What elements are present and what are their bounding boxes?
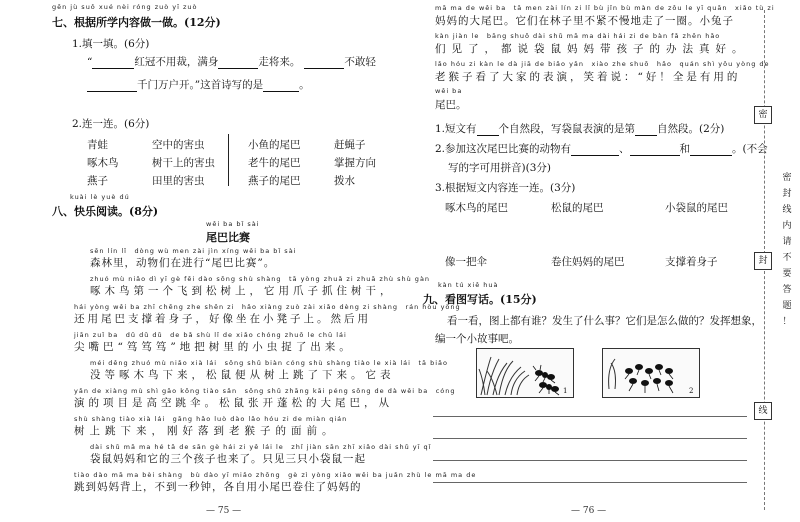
q2-label: 2.连一连。(6分) xyxy=(72,118,150,130)
q-text: 和 xyxy=(679,143,691,155)
passage-pinyin: dài shǔ mā ma hé tā de sān gè hái zi yě lái le zhǐ jiàn sān zhī xiǎo dài shǔ yī qǐ xyxy=(90,443,432,451)
q1-label: 1.填一填。(6分) xyxy=(72,38,150,50)
match-item[interactable]: 燕子 xyxy=(87,175,108,187)
passage-line: 树上跳下来，刚好落到老猴子的面前。 xyxy=(74,425,338,437)
section8-pinyin: kuài lè yuè dú xyxy=(70,193,130,201)
seal-line-strip xyxy=(752,0,800,522)
passage-line: 尖嘴巴“笃笃笃”地把树里的小虫捉了出来。 xyxy=(74,341,354,353)
q-text: 2.参加这次尾巴比赛的动物有 xyxy=(435,143,572,155)
match-item[interactable]: 支撑着身子 xyxy=(665,256,718,268)
match-item[interactable]: 松鼠的尾巴 xyxy=(551,202,604,214)
s9-prompt: 看一看，图上都有谁？发生了什么事？它们是怎么做的？发挥想象， xyxy=(447,315,762,327)
seal-box: 封 xyxy=(754,252,772,270)
q-text: 、 xyxy=(619,143,630,155)
passage-line: 袋鼠妈妈和它的三个孩子也来了。只见三只小袋鼠一起 xyxy=(90,453,366,465)
divider xyxy=(228,134,229,186)
seal-box: 密 xyxy=(754,106,772,124)
section7-pinyin: gēn jù suǒ xué nèi róng zuò yī zuò xyxy=(52,3,198,11)
answer-blank[interactable] xyxy=(690,145,732,156)
match-item[interactable]: 啄木鸟 xyxy=(87,157,119,169)
seal-box: 线 xyxy=(754,402,772,420)
q1-line2 xyxy=(87,77,310,92)
picture-number: 1 xyxy=(563,387,568,395)
seal-char: 密 xyxy=(782,173,792,183)
q1-text: “ xyxy=(87,56,93,68)
seal-char: 请 xyxy=(782,237,792,247)
passage-pinyin: mā ma de wěi ba tā men zài lín zi lǐ bù jǐn bù màn de zǒu le yī quān xiǎo tù zi xyxy=(435,4,775,12)
writing-line[interactable] xyxy=(433,438,747,439)
match-item[interactable]: 小袋鼠的尾巴 xyxy=(665,202,728,214)
q1-text: 。 xyxy=(299,79,310,91)
seal-char: 封 xyxy=(782,189,792,199)
ants-grass-illustration xyxy=(477,349,573,397)
passage-pinyin: wěi ba xyxy=(435,87,463,95)
passage-pinyin: lǎo hóu zi kàn le dà jiā de biǎo yǎn xiào zhe shuō hǎo quán shì yǒu yòng de xyxy=(435,60,770,68)
ants-carrying-illustration xyxy=(603,349,699,397)
seal-warning-text xyxy=(782,170,792,330)
match-item[interactable]: 卷住妈妈的尾巴 xyxy=(551,256,625,268)
match-item[interactable]: 掌握方向 xyxy=(334,157,376,169)
ant-picture-2 xyxy=(602,348,700,398)
q1-line1 xyxy=(87,54,376,69)
ant-picture-1 xyxy=(476,348,574,398)
writing-line[interactable] xyxy=(433,482,747,483)
r-q2 xyxy=(435,141,768,156)
passage-line: 啄木鸟第一个飞到松树上，它用爪子抓住树干， xyxy=(90,285,395,297)
seal-char: 线 xyxy=(782,205,792,215)
passage-pinyin: yǎn de xiàng mù shì gāo kōng tiào sǎn sōng shǔ zhāng kāi péng sōng de dà wěi ba cóng xyxy=(74,387,456,395)
match-item[interactable]: 树干上的害虫 xyxy=(152,157,215,169)
seal-char: 内 xyxy=(782,221,792,231)
match-item[interactable]: 青蛙 xyxy=(87,139,108,151)
match-item[interactable]: 小鱼的尾巴 xyxy=(248,139,301,151)
match-item[interactable]: 空中的害虫 xyxy=(152,139,205,151)
right-page xyxy=(403,0,775,522)
answer-blank[interactable] xyxy=(92,58,134,69)
writing-line[interactable] xyxy=(433,460,747,461)
q-text: 1.短文有 xyxy=(435,123,477,135)
answer-blank[interactable] xyxy=(218,58,258,69)
story-title-pinyin: wěi ba bǐ sài xyxy=(206,220,260,228)
answer-blank[interactable] xyxy=(635,125,657,136)
page-number: — 76 — xyxy=(571,506,607,516)
passage-pinyin: méi děng zhuó mù niǎo xià lái sōng shǔ biàn cóng shù shàng tiào le xià lái tā biǎo xyxy=(90,359,448,367)
story-title: 尾巴比赛 xyxy=(206,231,250,244)
match-item[interactable]: 老牛的尾巴 xyxy=(248,157,301,169)
passage-pinyin: shù shàng tiào xià lái gāng hǎo luò dào lǎo hóu zi de miàn qián xyxy=(74,415,348,423)
passage-line: 跳到妈妈背上，不到一秒钟，各自用小尾巴卷住了妈妈的 xyxy=(74,481,362,493)
answer-blank[interactable] xyxy=(477,125,499,136)
r-q1 xyxy=(435,121,724,136)
q1-text: 红冠不用裁，满身 xyxy=(134,56,219,68)
r-q3: 3.根据短文内容连一连。(3分) xyxy=(435,182,576,194)
passage-line: 还用尾巴支撑着身子，好像坐在小凳子上。然后用 xyxy=(74,313,371,325)
s9-prompt: 编一个小故事吧。 xyxy=(435,333,519,345)
q-text: 个自然段，写袋鼠表演的是第 xyxy=(498,123,636,135)
match-item[interactable]: 赶蝇子 xyxy=(334,139,366,151)
answer-blank[interactable] xyxy=(630,145,680,156)
passage-line: 演的项目是高空跳伞。松鼠张开蓬松的大尾巴，从 xyxy=(74,397,393,409)
section8-title: 八、快乐阅读。(8分) xyxy=(52,205,159,218)
section9-title: 九、看图写话。(15分) xyxy=(423,293,537,306)
passage-pinyin: hái yòng wěi ba zhī chēng zhe shēn zi hǎo xiàng zuò zài xiǎo dèng zi shàng rán hòu yòng xyxy=(74,303,461,311)
answer-blank[interactable] xyxy=(263,81,299,92)
seal-char: 要 xyxy=(782,269,792,279)
match-item[interactable]: 燕子的尾巴 xyxy=(248,175,301,187)
seal-char: ！ xyxy=(782,317,792,327)
section7-title: 七、根据所学内容做一做。(12分) xyxy=(52,16,221,29)
writing-line[interactable] xyxy=(433,416,747,417)
match-item[interactable]: 啄木鸟的尾巴 xyxy=(445,202,508,214)
match-item[interactable]: 像一把伞 xyxy=(445,256,487,268)
q-text: 。(不会 xyxy=(732,143,768,155)
passage-pinyin: jiān zuǐ ba dǔ dǔ dǔ de bǎ shù lǐ de xiǎo chóng zhuō le chū lái xyxy=(74,331,347,339)
q-text: 自然段。(2分) xyxy=(657,123,725,135)
seal-char: 题 xyxy=(782,301,792,311)
seal-char: 答 xyxy=(782,285,792,295)
passage-line: 没等啄木鸟下来，松鼠便从树上跳了下来。它表 xyxy=(90,369,395,381)
q1-text: 千门万户开。”这首诗写的是 xyxy=(137,79,264,91)
passage-line: 妈妈的大尾巴。它们在林子里不紧不慢地走了一圈。小兔子 xyxy=(435,15,734,27)
answer-blank[interactable] xyxy=(87,81,137,92)
passage-pinyin: sēn lín lǐ dòng wù men zài jìn xíng wěi ba bǐ sài xyxy=(90,247,297,255)
passage-pinyin: kàn jiàn le bāng shuō dài shǔ mā ma dài hái zi de bàn fǎ zhēn hǎo xyxy=(435,32,721,40)
answer-blank[interactable] xyxy=(571,145,619,156)
match-item[interactable]: 拨水 xyxy=(334,175,355,187)
page-number: — 75 — xyxy=(206,506,242,516)
q1-text: 走将来。 xyxy=(258,56,301,68)
r-q2-line2: 写的字可用拼音)(3分) xyxy=(448,162,551,174)
seal-char: 不 xyxy=(782,253,792,263)
q1-text: 不敢轻 xyxy=(344,56,376,68)
passage-pinyin: tiào dào mā ma bèi shàng bù dào yī miǎo zhōng gè zì yòng xiǎo wěi ba juǎn zhù le mā ma de xyxy=(74,471,477,479)
section9-pinyin: kàn tú xiě huà xyxy=(438,281,499,289)
passage-line: 尾巴。 xyxy=(435,99,467,111)
passage-line: 老猴子看了大家的表演，笑着说：“好！全是有用的 xyxy=(435,71,741,83)
passage-line: 们见了，都说袋鼠妈妈带孩子的办法真好。 xyxy=(435,43,749,55)
passage-pinyin: zhuó mù niǎo dì yī gè fēi dào sōng shù shàng tā yòng zhuǎ zi zhuā zhù shù gàn xyxy=(90,275,431,283)
picture-number: 2 xyxy=(689,387,694,395)
passage-line: 森林里，动物们在进行“尾巴比赛”。 xyxy=(90,257,276,269)
match-item[interactable]: 田里的害虫 xyxy=(152,175,205,187)
answer-blank[interactable] xyxy=(304,58,344,69)
